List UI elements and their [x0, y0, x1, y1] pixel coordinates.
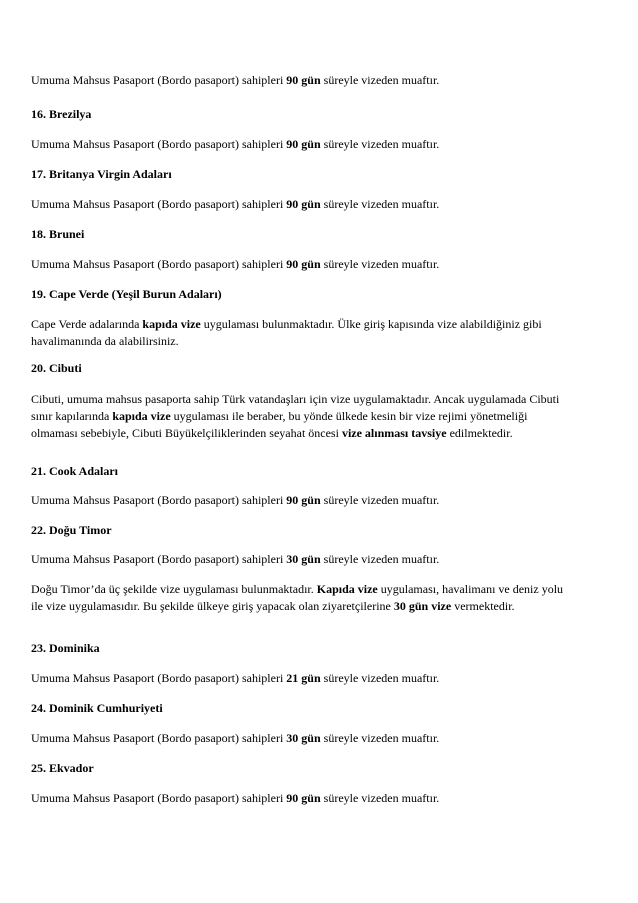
text-run: süreyle vizeden muaftır.: [320, 552, 440, 566]
text-run: Umuma Mahsus Pasaport (Bordo pasaport) sahipleri: [31, 257, 287, 271]
text-run: uygulaması ile beraber, bu yönde ülkede kesin bir vize rejimi yönetmeliği olmaması sebebiyle, Cibuti Büyükelçiliklerinden seyahat öncesi: [31, 409, 528, 440]
text-run: süreyle vizeden muaftır.: [320, 791, 440, 805]
section-heading: 25. Ekvador: [31, 761, 94, 775]
bold-text: 90 gün: [286, 197, 321, 211]
section-heading: 23. Dominika: [31, 641, 100, 655]
text-run: edilmektedir.: [446, 426, 513, 440]
text-run: Umuma Mahsus Pasaport (Bordo pasaport) sahipleri: [31, 73, 287, 87]
text-run: süreyle vizeden muaftır.: [320, 731, 440, 745]
text-run: Umuma Mahsus Pasaport (Bordo pasaport) sahipleri: [31, 731, 287, 745]
paragraph: [31, 670, 571, 687]
paragraph: [31, 581, 571, 615]
bold-text: 30 gün: [286, 552, 321, 566]
paragraph: [31, 730, 571, 747]
bold-text: 90 gün: [286, 73, 321, 87]
paragraph: [31, 256, 571, 273]
text-run: Cibuti, umuma mahsus pasaporta sahip Türk vatandaşları için vize uygulamaktadır. Ancak uygulamada Cibuti sınır kapılarında: [31, 392, 560, 423]
paragraph: [31, 72, 571, 89]
text-run: süreyle vizeden muaftır.: [320, 671, 440, 685]
section-heading: 21. Cook Adaları: [31, 464, 119, 478]
bold-text: Kapıda vize: [316, 582, 378, 596]
paragraph: [31, 196, 571, 213]
bold-text: 21 gün: [286, 671, 321, 685]
section-heading: 24. Dominik Cumhuriyeti: [31, 701, 163, 715]
section-heading: 20. Cibuti: [31, 361, 82, 375]
text-run: Umuma Mahsus Pasaport (Bordo pasaport) sahipleri: [31, 671, 287, 685]
text-run: vermektedir.: [451, 599, 515, 613]
text-run: süreyle vizeden muaftır.: [320, 197, 440, 211]
bold-text: kapıda vize: [142, 317, 201, 331]
section-heading: 17. Britanya Virgin Adaları: [31, 167, 172, 181]
section-heading: 22. Doğu Timor: [31, 523, 112, 537]
paragraph: [31, 492, 571, 509]
paragraph: [31, 316, 571, 350]
bold-text: 90 gün: [286, 257, 321, 271]
bold-text: vize alınması tavsiye: [341, 426, 447, 440]
text-run: Umuma Mahsus Pasaport (Bordo pasaport) sahipleri: [31, 552, 287, 566]
text-run: Umuma Mahsus Pasaport (Bordo pasaport) sahipleri: [31, 197, 287, 211]
bold-text: 90 gün: [286, 137, 321, 151]
section-heading: 19. Cape Verde (Yeşil Burun Adaları): [31, 287, 222, 301]
text-run: süreyle vizeden muaftır.: [320, 257, 440, 271]
paragraph: [31, 136, 571, 153]
text-run: Cape Verde adalarında: [31, 317, 143, 331]
section-heading: 16. Brezilya: [31, 107, 92, 121]
text-run: süreyle vizeden muaftır.: [320, 73, 440, 87]
paragraph: [31, 551, 571, 568]
bold-text: kapıda vize: [112, 409, 171, 423]
paragraph: [31, 391, 571, 442]
text-run: Doğu Timor’da üç şekilde vize uygulaması bulunmaktadır.: [31, 582, 317, 596]
text-run: süreyle vizeden muaftır.: [320, 137, 440, 151]
bold-text: 90 gün: [286, 493, 321, 507]
bold-text: 30 gün: [286, 731, 321, 745]
text-run: uygulaması, havalimanı ve deniz yolu ile vize uygulamasıdır. Bu şekilde ülkeye giriş yapacak olan ziyaretçilerine: [31, 582, 564, 613]
text-run: süreyle vizeden muaftır.: [320, 493, 440, 507]
text-run: Umuma Mahsus Pasaport (Bordo pasaport) sahipleri: [31, 791, 287, 805]
bold-text: 90 gün: [286, 791, 321, 805]
text-run: Umuma Mahsus Pasaport (Bordo pasaport) sahipleri: [31, 137, 287, 151]
paragraph: [31, 790, 571, 807]
bold-text: 30 gün vize: [393, 599, 452, 613]
section-heading: 18. Brunei: [31, 227, 85, 241]
text-run: uygulaması bulunmaktadır. Ülke giriş kapısında vize alabildiğiniz gibi havalimanında da alabilirsiniz.: [31, 317, 542, 348]
text-run: Umuma Mahsus Pasaport (Bordo pasaport) sahipleri: [31, 493, 287, 507]
